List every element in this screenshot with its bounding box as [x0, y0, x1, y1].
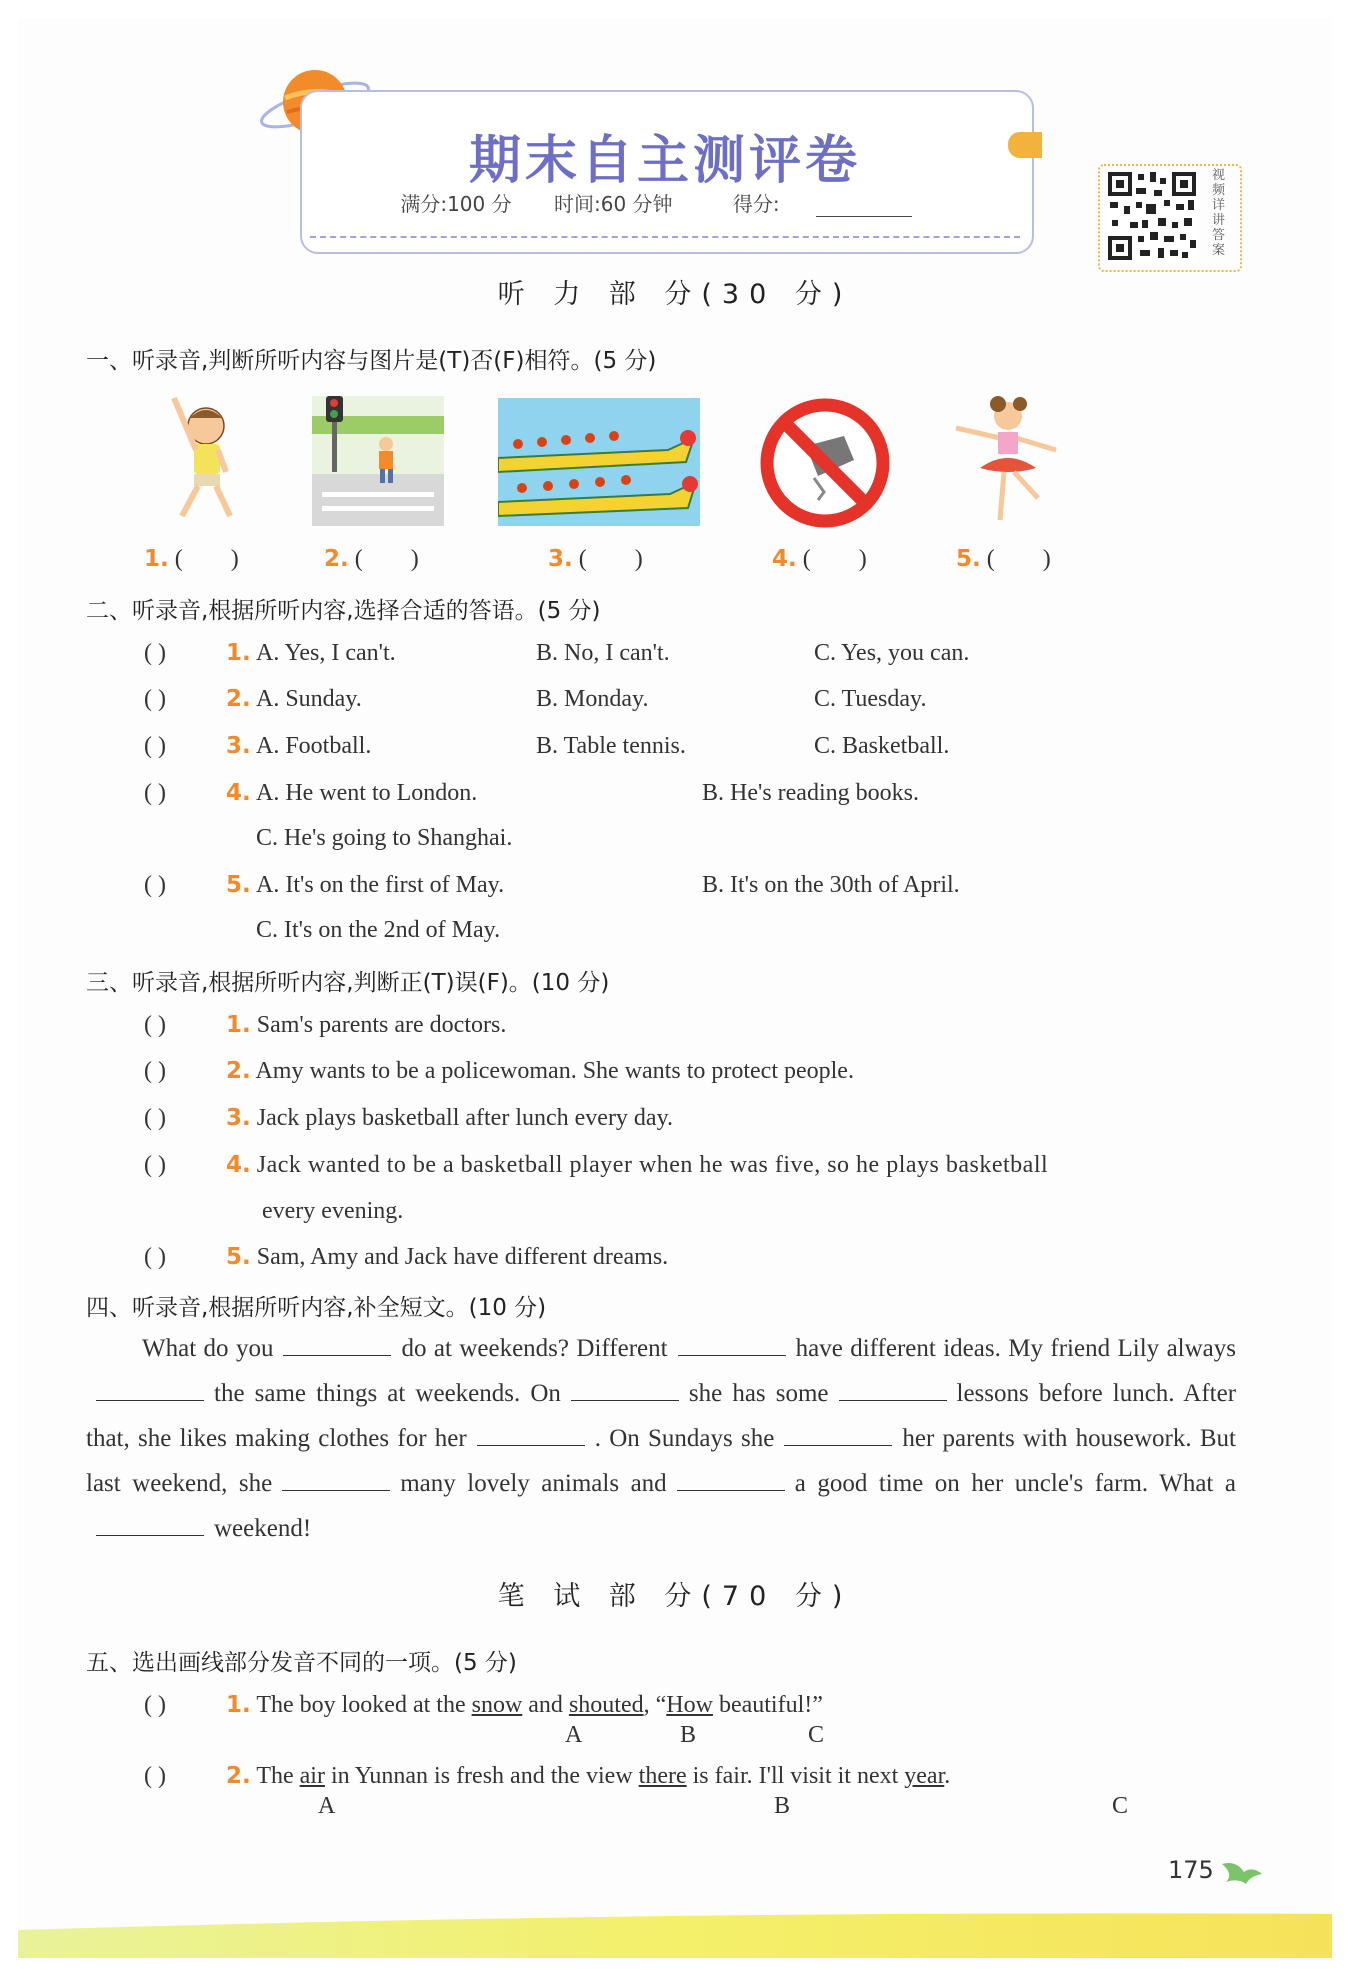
part2-q3-paren[interactable]: ( ): [144, 733, 166, 759]
passage-text: many lovely animals and: [400, 1470, 667, 1497]
part3-q2-paren[interactable]: ( ): [144, 1058, 166, 1084]
statement-text: Jack plays basketball after lunch every day.: [256, 1105, 674, 1131]
part2-q1-num: [226, 640, 251, 667]
part2-q4-num: [226, 780, 251, 807]
part2-heading: 二、听录音,根据所听内容,选择合适的答语。(5 分): [86, 598, 601, 624]
part1-heading: 一、听录音,判断所听内容与图片是(T)否(F)相符。(5 分): [86, 348, 657, 374]
underlined-word: year: [904, 1763, 945, 1789]
part3-q2: [226, 1058, 854, 1085]
sentence-text: and: [522, 1692, 569, 1718]
underlined-word: shouted: [568, 1692, 644, 1718]
question-number: 1.: [226, 640, 251, 666]
part2-q3-num: [226, 733, 251, 760]
answer-blank[interactable]: [571, 1378, 679, 1401]
qr-label: 视频详讲答案: [1212, 168, 1226, 258]
answer-paren[interactable]: ( ): [174, 546, 239, 572]
picture-label-2: [324, 546, 419, 573]
question-number: 4.: [226, 1152, 251, 1178]
answer-blank[interactable]: [677, 1468, 785, 1491]
writing-title: 笔 试 部 分(70 分): [497, 1581, 853, 1612]
answer-blank[interactable]: [477, 1423, 585, 1446]
sentence-text: is fair. I'll visit it next: [686, 1763, 905, 1789]
underlined-word: air: [299, 1763, 325, 1789]
passage-text: have different ideas. My friend Lily always: [795, 1335, 1236, 1362]
answer-blank[interactable]: [283, 1333, 391, 1356]
answer-blank[interactable]: [678, 1333, 786, 1356]
question-number: 3.: [226, 1105, 251, 1131]
option-b: B. Table tennis.: [536, 733, 686, 759]
boy-stretching-icon: [158, 392, 246, 524]
no-littering-sign-icon: [758, 396, 892, 530]
exam-meta: [300, 188, 1030, 217]
part3-q3: [226, 1105, 673, 1132]
statement-text: Jack wanted to be a basketball player when he was five, so he plays basketball: [256, 1152, 1049, 1178]
time-limit: 时间:60 分钟: [553, 192, 673, 216]
option-c: C. Tuesday.: [814, 686, 927, 712]
picture-label-5: [956, 546, 1051, 573]
answer-paren[interactable]: ( ): [578, 546, 643, 572]
part2-q2-num: [226, 686, 251, 713]
girl-dancing-icon: [950, 394, 1066, 530]
passage-text: weekend!: [214, 1515, 312, 1542]
question-number: 1.: [226, 1692, 251, 1718]
score-field: [715, 192, 930, 216]
qr-code-icon[interactable]: [1106, 170, 1198, 262]
option-b: B. Monday.: [536, 686, 649, 712]
option-a: A. Yes, I can't.: [256, 640, 396, 666]
question-number: 2.: [226, 1763, 251, 1789]
statement-text: Amy wants to be a policewoman. She wants to protect people.: [255, 1058, 854, 1084]
part2-q1-paren[interactable]: ( ): [144, 640, 166, 666]
answer-blank[interactable]: [96, 1378, 204, 1401]
statement-continuation: every evening.: [262, 1198, 404, 1224]
option-a: A. Football.: [256, 733, 372, 759]
question-number: 3.: [226, 733, 251, 759]
title-divider: [310, 236, 1020, 238]
part5-heading: 五、选出画线部分发音不同的一项。(5 分): [86, 1650, 517, 1676]
passage-text: she has some: [688, 1380, 829, 1407]
part5-q1-paren[interactable]: ( ): [144, 1692, 166, 1718]
part3-q1-paren[interactable]: ( ): [144, 1012, 166, 1038]
sentence-text: The boy looked at the: [256, 1692, 472, 1718]
option-c: C. It's on the 2nd of May.: [256, 917, 501, 943]
question-number: 4.: [226, 780, 251, 806]
passage-text: her parents with housework. But last weekend, she: [86, 1425, 1237, 1497]
part3-q5: [226, 1244, 668, 1271]
passage-text: a good time on her uncle's farm. What a: [794, 1470, 1236, 1497]
part3-q1: [226, 1012, 506, 1039]
part3-q5-paren[interactable]: ( ): [144, 1244, 166, 1270]
option-mark-a: A: [565, 1722, 583, 1748]
question-number: 1.: [226, 1012, 251, 1038]
part2-q5-paren[interactable]: ( ): [144, 872, 166, 898]
picture-label-4: [772, 546, 867, 573]
passage-text: . On Sundays she: [594, 1425, 775, 1452]
underlined-word: there: [638, 1763, 687, 1789]
cloze-passage: [86, 1326, 1236, 1551]
picture-label-3: [548, 546, 643, 573]
picture-number: 3.: [548, 546, 573, 572]
option-c: C. He's going to Shanghai.: [256, 825, 513, 851]
option-c: C. Yes, you can.: [814, 640, 970, 666]
footer-band: [18, 1900, 1332, 1958]
page-title: 期末自主测评卷: [468, 131, 861, 191]
sentence-text: beautiful!”: [712, 1692, 823, 1718]
answer-blank[interactable]: [282, 1468, 390, 1491]
sentence-text: , “: [643, 1692, 667, 1718]
passage-text: lessons before lunch. After that, she likes making clothes for her: [86, 1380, 1237, 1452]
question-number: 5.: [226, 1244, 251, 1270]
option-mark-c: C: [808, 1722, 825, 1748]
option-b: B. It's on the 30th of April.: [702, 872, 960, 898]
option-b: B. No, I can't.: [536, 640, 670, 666]
picture-number: 5.: [956, 546, 981, 572]
statement-text: Sam's parents are doctors.: [256, 1012, 507, 1038]
part2-q2-paren[interactable]: ( ): [144, 686, 166, 712]
passage-text: do at weekends? Different: [401, 1335, 668, 1362]
sentence-text: The: [256, 1763, 300, 1789]
question-number: 2.: [226, 686, 251, 712]
answer-blank[interactable]: [839, 1378, 947, 1401]
underlined-word: snow: [471, 1692, 523, 1718]
answer-paren[interactable]: ( ): [802, 546, 867, 572]
part3-heading: 三、听录音,根据所听内容,判断正(T)误(F)。(10 分): [86, 970, 610, 996]
option-a: A. He went to London.: [256, 780, 478, 806]
option-mark-b: B: [680, 1722, 697, 1748]
answer-paren[interactable]: ( ): [986, 546, 1051, 572]
statement-text: Sam, Amy and Jack have different dreams.: [256, 1244, 669, 1270]
score-label: 得分:: [732, 192, 780, 216]
option-a: A. It's on the first of May.: [256, 872, 505, 898]
answer-blank[interactable]: [96, 1513, 204, 1536]
picture-number: 4.: [772, 546, 797, 572]
answer-paren[interactable]: ( ): [354, 546, 419, 572]
traffic-crossing-icon: [312, 396, 444, 526]
part5-q2: [226, 1763, 950, 1790]
picture-label-1: [144, 546, 239, 573]
part5-q1: [226, 1692, 823, 1719]
option-mark-c: C: [1112, 1793, 1129, 1819]
dragon-boat-icon: [498, 398, 700, 526]
part3-q3-paren[interactable]: ( ): [144, 1105, 166, 1131]
option-a: A. Sunday.: [256, 686, 362, 712]
sentence-text: in Yunnan is fresh and the view: [324, 1763, 639, 1789]
part4-heading: 四、听录音,根据所听内容,补全短文。(10 分): [86, 1295, 547, 1321]
picture-number: 1.: [144, 546, 169, 572]
part3-q4: [226, 1152, 1236, 1179]
passage-text: the same things at weekends. On: [214, 1380, 561, 1407]
sentence-text: .: [944, 1763, 951, 1789]
option-c: C. Basketball.: [814, 733, 950, 759]
option-mark-a: A: [318, 1793, 336, 1819]
part2-q5-num: [226, 872, 251, 899]
question-number: 5.: [226, 872, 251, 898]
option-b: B. He's reading books.: [702, 780, 919, 806]
part5-q2-paren[interactable]: ( ): [144, 1763, 166, 1789]
page-number: 175: [1168, 1856, 1214, 1884]
part2-q4-paren[interactable]: ( ): [144, 780, 166, 806]
score-blank[interactable]: [816, 198, 912, 217]
full-score: 满分:100 分: [400, 192, 512, 216]
underlined-word: How: [666, 1692, 713, 1718]
passage-text: What do you: [142, 1335, 274, 1362]
option-mark-b: B: [774, 1793, 791, 1819]
part3-q4-paren[interactable]: ( ): [144, 1152, 166, 1178]
question-number: 2.: [226, 1058, 251, 1084]
picture-number: 2.: [324, 546, 349, 572]
bird-icon: [1218, 1852, 1264, 1892]
answer-blank[interactable]: [784, 1423, 892, 1446]
listening-title: 听 力 部 分(30 分): [497, 279, 853, 310]
